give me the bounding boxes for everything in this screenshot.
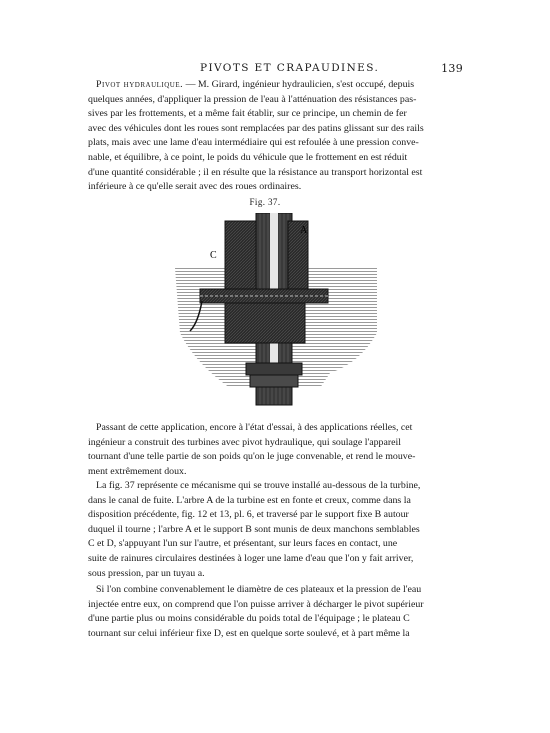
paragraph-turbines — [88, 421, 445, 479]
text-line: suite de rainures circulaires destinées à loger une lame d'eau que l'on y fait arriver, — [88, 552, 414, 564]
text-line: La fig. 37 représente ce mécanisme qui se trouve installé au-dessous de la turbine, — [96, 480, 421, 491]
text-line: disposition précédente, fig. 12 et 13, pl. 6, et traversé par le support fixe B autour — [88, 509, 409, 521]
text-line: Pivot hydraulique. — M. Girard, ingénieur hydraulicien, s'est occupé, depuis — [96, 79, 415, 90]
text-line: injectée entre eux, on comprend que l'on puisse arriver à décharger le pivot supérieur — [88, 598, 424, 610]
text-line: C et D, s'appuyant l'un sur l'autre, et présentant, sur leurs faces en contact, une — [88, 538, 398, 550]
text-line: plats, mais avec une lame d'eau intermédiaire qui est refoulée à une pression conve- — [88, 137, 419, 149]
figure-37-illustration — [170, 213, 382, 413]
text-line: Passant de cette application, encore à l'état d'essai, à des applications réelles, cet — [96, 422, 413, 433]
sleeve-d — [225, 303, 305, 343]
text-line: tournant sur celui inférieur fixe D, est en quelque sorte soulevé, et à part même la — [88, 627, 410, 639]
text-line: ment extrêmement doux. — [88, 465, 187, 477]
text-line: sous pression, par un tuyau a. — [88, 567, 205, 579]
text-line: dans le canal de fuite. L'arbre A de la turbine est en fonte et creux, comme dans la — [88, 494, 411, 506]
figure-caption: Fig. 37. — [249, 197, 281, 207]
text-line: tournant d'une telle partie de son poids qu'on le juge convenable, et rend le mouve- — [88, 451, 416, 463]
text-line: sives par les frottements, et a même fait établir, sur ce principe, un chemin de fer — [88, 108, 407, 120]
label-c: C — [210, 250, 217, 261]
paragraph-plateaux — [88, 583, 445, 641]
paragraph-pivot-hydraulique — [88, 78, 445, 195]
nut — [246, 363, 302, 375]
shaft-tail — [256, 387, 292, 405]
text-line: d'une quantité considérable ; il en résulte que la résistance au transport horizontal est — [88, 166, 423, 178]
text-line: avec des véhicules dont les roues sont remplacées par des patins glissant sur des rails — [88, 122, 424, 134]
paragraph-figure-description — [88, 479, 445, 581]
text-line: duquel il tourne ; l'arbre A et le support B sont munis de deux manchons semblables — [88, 523, 420, 535]
text-line: quelques années, d'appliquer la pression de l'eau à l'atténuation des résistances pas- — [88, 93, 417, 105]
label-a: A — [300, 225, 308, 236]
page-number: 139 — [441, 62, 463, 75]
text-line: nable, et équilibre, à ce point, le poids du véhicule que le frottement en est réduit — [88, 151, 408, 163]
text-line: inférieure à ce qu'elle serait avec des roues ordinaires. — [88, 181, 302, 193]
running-title: PIVOTS ET CRAPAUDINES. — [200, 62, 380, 74]
nut-lower — [250, 375, 298, 387]
text-line: d'une partie plus ou moins considérable du poids total de l'équipage ; le plateau C — [88, 613, 410, 625]
section-lead: Pivot hydraulique. — [96, 79, 184, 90]
text-line: Si l'on combine convenablement le diamètre de ces plateaux et la pression de l'eau — [96, 584, 422, 595]
text-line: ingénieur a construit des turbines avec pivot hydraulique, qui soulage l'appareil — [88, 436, 402, 448]
plate-c — [200, 289, 328, 303]
